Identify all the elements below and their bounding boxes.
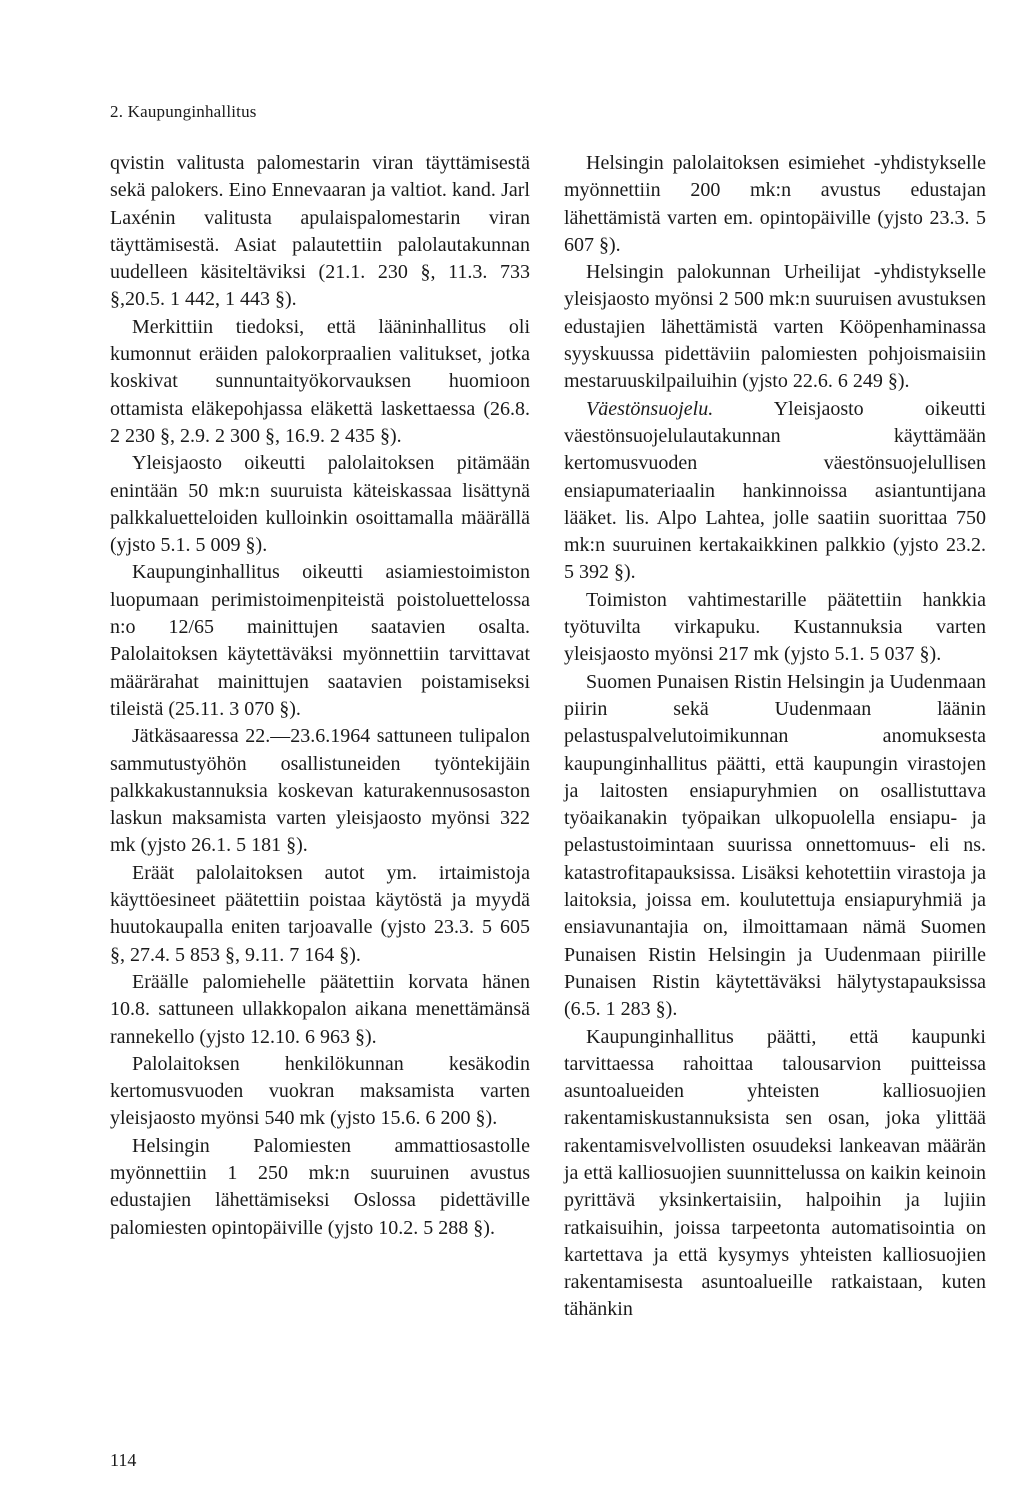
left-paragraph-1: qvistin valitusta palomestarin viran täyttämisestä sekä palokers. Eino Ennevaaran ja valtiot. kand. Jarl Laxénin valitusta apulaispalomestarin viran täyttämisestä. Asiat palautettiin palolautakunnan uudelleen käsiteltäviksi (21.1. 230 §, 11.3. 733 §,20.5. 1 442, 1 443 §). bbox=[110, 152, 530, 311]
right-column bbox=[564, 150, 986, 1324]
left-paragraph-8: Palolaitoksen henkilökunnan kesäkodin kertomusvuoden vuokran maksamista varten yleisjaosto myönsi 540 mk (yjsto 15.6. 6 200 §). bbox=[110, 1052, 530, 1130]
running-head: 2. Kaupunginhallitus bbox=[110, 102, 257, 121]
right-paragraph-4: Toimiston vahtimestarille päätettiin hankkia työtuvilta virkapuku. Kustannuksia varten yleisjaosto myönsi 217 mk (yjsto 5.1. 5 037 §). bbox=[564, 588, 986, 666]
page-number: 114 bbox=[110, 1450, 137, 1470]
left-paragraph-5: Jätkäsaaressa 22.—23.6.1964 sattuneen tulipalon sammutustyöhön osallistuneiden työntekijäin palkkakustannuksia koskevan katurakennusosaston laskun maksamista varten yleisjaosto myönsi 322 mk (yjsto 26.1. 5 181 §). bbox=[110, 725, 530, 857]
left-paragraph-9: Helsingin Palomiesten ammattiosastolle myönnettiin 1 250 mk:n suuruinen avustus edustajien lähettämiseksi Oslossa pidettäville palomiesten opintopäiville (yjsto 10.2. 5 288 §). bbox=[110, 1134, 530, 1239]
right-paragraph-6: Kaupunginhallitus päätti, että kaupunki tarvittaessa rahoittaa talousarvion puitteissa asuntoalueiden yhteisten kalliosuojien rakentamiskustannuksista sen osan, joka ylittää rakentamisvelvollisten osuudeksi lankeavan määrän ja että kalliosuojien suunnittelussa on kaikin keinoin pyrittävä yksinkertaisiin, halpoihin ja lujiin ratkaisuihin, joissa tarpeetonta automatisointia on kartettava ja että kysymys yhteisten kalliosuojien rakentamisesta asuntoalueille ratkaistaan, kuten tähänkin bbox=[564, 1025, 986, 1321]
section-heading-vaestonsuojelu: Väestönsuojelu. bbox=[586, 397, 714, 420]
left-paragraph-3: Yleisjaosto oikeutti palolaitoksen pitämään enintään 50 mk:n suuruista käteiskassaa lisättynä palkkaluetteloiden kulloinkin osoittamalla määrällä (yjsto 5.1. 5 009 §). bbox=[110, 452, 530, 557]
right-paragraph-5: Suomen Punaisen Ristin Helsingin ja Uudenmaan piirin sekä Uudenmaan läänin pelastuspalvelutoimikunnan anomuksesta kaupunginhallitus päätti, että kaupungin virastojen ja laitosten ensiapuryhmien on osallistuttava työaikanakin työpaikan ulkopuolella ensiapu- ja pelastustoimintaan suurissa onnettomuus- eli ns. katastrofitapauksissa. Lisäksi kehotettiin virastoja ja laitoksia, joissa em. koulutettuja ensiapuryhmiä ja ensiavunantajia on, ilmoittamaan nämä Suomen Punaisen Ristin Helsingin ja Uudenmaan piirille Punaisen Ristin käytettäväksi hälytystapauksissa (6.5. 1 283 §). bbox=[564, 670, 986, 1021]
right-paragraph-3 bbox=[564, 396, 986, 587]
left-paragraph-7: Eräälle palomiehelle päätettiin korvata hänen 10.8. sattuneen ullakkopalon aikana menettämänsä rannekello (yjsto 12.10. 6 963 §). bbox=[110, 970, 530, 1048]
left-paragraph-4: Kaupunginhallitus oikeutti asiamiestoimiston luopumaan perimistoimenpiteistä poistoluettelossa n:o 12/65 mainittujen saatavien osalta. Palolaitoksen käytettäväksi myönnettiin tarvittavat määrärahat mainittujen saatavien poistamiseksi tileistä (25.11. 3 070 §). bbox=[110, 561, 530, 720]
left-column bbox=[110, 150, 530, 1242]
right-paragraph-3-text: Yleisjaosto oikeutti väestönsuojelulautakunnan käyttämään kertomusvuoden väestönsuojelullisen ensiapumateriaalin hankinnoissa asiantuntijana lääket. lis. Alpo Lahtea, jolle saatiin suorittaa 750 mk:n suuruinen kertakaikkinen palkkio (yjsto 23.2. 5 392 §). bbox=[564, 397, 986, 584]
right-paragraph-2: Helsingin palokunnan Urheilijat -yhdistykselle yleisjaosto myönsi 2 500 mk:n suuruisen avustuksen edustajien lähettämistä varten Kööpenhaminassa syyskuussa pidettäviin palomiesten pohjoismaisiin mestaruuskilpailuihin (yjsto 22.6. 6 249 §). bbox=[564, 261, 986, 393]
left-paragraph-6: Eräät palolaitoksen autot ym. irtaimistoja käyttöesineet päätettiin poistaa käytöstä ja myydä huutokaupalla eniten tarjoavalle (yjsto 23.3. 5 605 §, 27.4. 5 853 §, 9.11. 7 164 §). bbox=[110, 861, 530, 966]
right-paragraph-1: Helsingin palolaitoksen esimiehet -yhdistykselle myönnettiin 200 mk:n avustus edustajan lähettämistä varten em. opintopäiville (yjsto 23.3. 5 607 §). bbox=[564, 152, 986, 256]
left-paragraph-2: Merkittiin tiedoksi, että lääninhallitus oli kumonnut eräiden palokorpraalien valitukset, jotka koskivat sunnuntaityökorvauksen huomioon ottamista eläkepohjassa eläkettä laskettaessa (26.8. 2 230 §, 2.9. 2 300 §, 16.9. 2 435 §). bbox=[110, 315, 530, 447]
